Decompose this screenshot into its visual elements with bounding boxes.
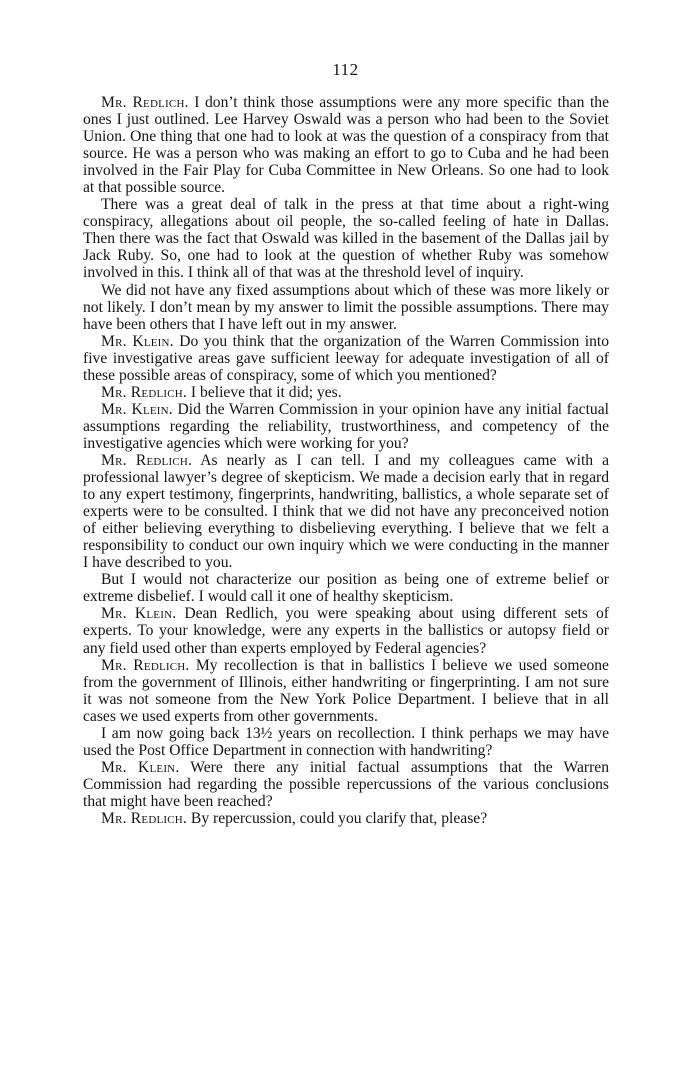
paragraph-text: We did not have any fixed assumptions about which of these was more likely or not likely. I don’t mean by my answer to limit the possible assumptions. There may have been others that I have left out in my answer. (83, 281, 609, 333)
transcript-paragraph (83, 94, 609, 196)
speaker-name: Mr. Klein. (101, 758, 180, 776)
transcript-paragraph (83, 384, 609, 401)
paragraph-text: Were there any initial factual assumptions that the Warren Commission had regarding the possible repercussions of the various conclusions that might have been reached? (83, 758, 609, 810)
page-number: 112 (332, 60, 359, 79)
speaker-name: Mr. Redlich. (101, 656, 190, 674)
paragraph-text: I am now going back 13½ years on recollection. I think perhaps we may have used the Post Office Department in connection with handwriting? (83, 724, 609, 759)
transcript-paragraph (83, 452, 609, 571)
paragraph-text: My recollection is that in ballistics I believe we used someone from the government of Illinois, either handwriting or fingerprinting. I am not sure it was not someone from the New York Police Department. I believe that in all cases we used experts from other governments. (83, 656, 609, 725)
paragraph-text: I don’t think those assumptions were any more specific than the ones I just outlined. Lee Harvey Oswald was a person who had been to the Soviet Union. One thing that one had to look at was the question of a conspiracy from that source. He was a person who was making an effort to go to Cuba and he had been involved in the Fair Play for Cuba Committee in New Orleans. So one had to look at that possible source. (83, 94, 609, 197)
transcript-paragraph (83, 605, 609, 656)
transcript-body (83, 94, 609, 827)
paragraph-text: As nearly as I can tell. I and my colleagues came with a professional lawyer’s degree of skepticism. We made a decision early that in regard to any expert testimony, fingerprints, handwriting, ballistics, a whole separate set of experts were to be consulted. I think that we did not have any preconceived notion of either believing everything to disbelieving everything. I believe that we felt a responsibility to conduct our own inquiry which we were conducting in the manner I have described to you. (83, 451, 610, 572)
transcript-paragraph (83, 333, 609, 384)
paragraph-text: But I would not characterize our position as being one of extreme belief or extreme disbelief. I would call it one of healthy skepticism. (83, 571, 609, 606)
speaker-name: Mr. Redlich. (101, 451, 193, 469)
transcript-paragraph (83, 571, 609, 605)
speaker-name: Mr. Klein. (101, 332, 174, 350)
paragraph-text: There was a great deal of talk in the press at that time about a right-wing conspiracy, allegations about oil people, the so-called feeling of hate in Dallas. Then there was the fact that Oswald was killed in the basement of the Dallas jail by Jack Ruby. So, one had to look at the question of whether Ruby was somehow involved in this. I think all of that was at the threshold level of inquiry. (83, 196, 609, 282)
transcript-paragraph (83, 725, 609, 759)
transcript-paragraph (83, 759, 609, 810)
transcript-paragraph (83, 810, 609, 827)
paragraph-text: Did the Warren Commission in your opinion have any initial factual assumptions regarding the reliability, trustworthiness, and competency of the investigative agencies which were working for you? (83, 400, 609, 452)
speaker-name: Mr. Klein. (101, 605, 177, 623)
paragraph-text: By repercussion, could you clarify that, please? (187, 809, 488, 827)
paragraph-text: Do you think that the organization of the Warren Commission into five investigative areas gave sufficient leeway for adequate investigation of all of these possible areas of conspiracy, some of which you mentioned? (83, 332, 609, 384)
transcript-paragraph (83, 282, 609, 333)
transcript-paragraph (83, 196, 609, 281)
paragraph-text: Dean Redlich, you were speaking about using different sets of experts. To your knowledge, were any experts in the ballistics or autopsy field or any field used other than experts employed by Federal agencies? (83, 605, 609, 657)
transcript-paragraph (83, 657, 609, 725)
speaker-name: Mr. Klein. (101, 400, 173, 418)
transcript-paragraph (83, 401, 609, 452)
paragraph-text: I believe that it did; yes. (187, 383, 342, 401)
speaker-name: Mr. Redlich. (101, 94, 189, 111)
speaker-name: Mr. Redlich. (101, 809, 188, 827)
speaker-name: Mr. Redlich. (101, 383, 188, 401)
